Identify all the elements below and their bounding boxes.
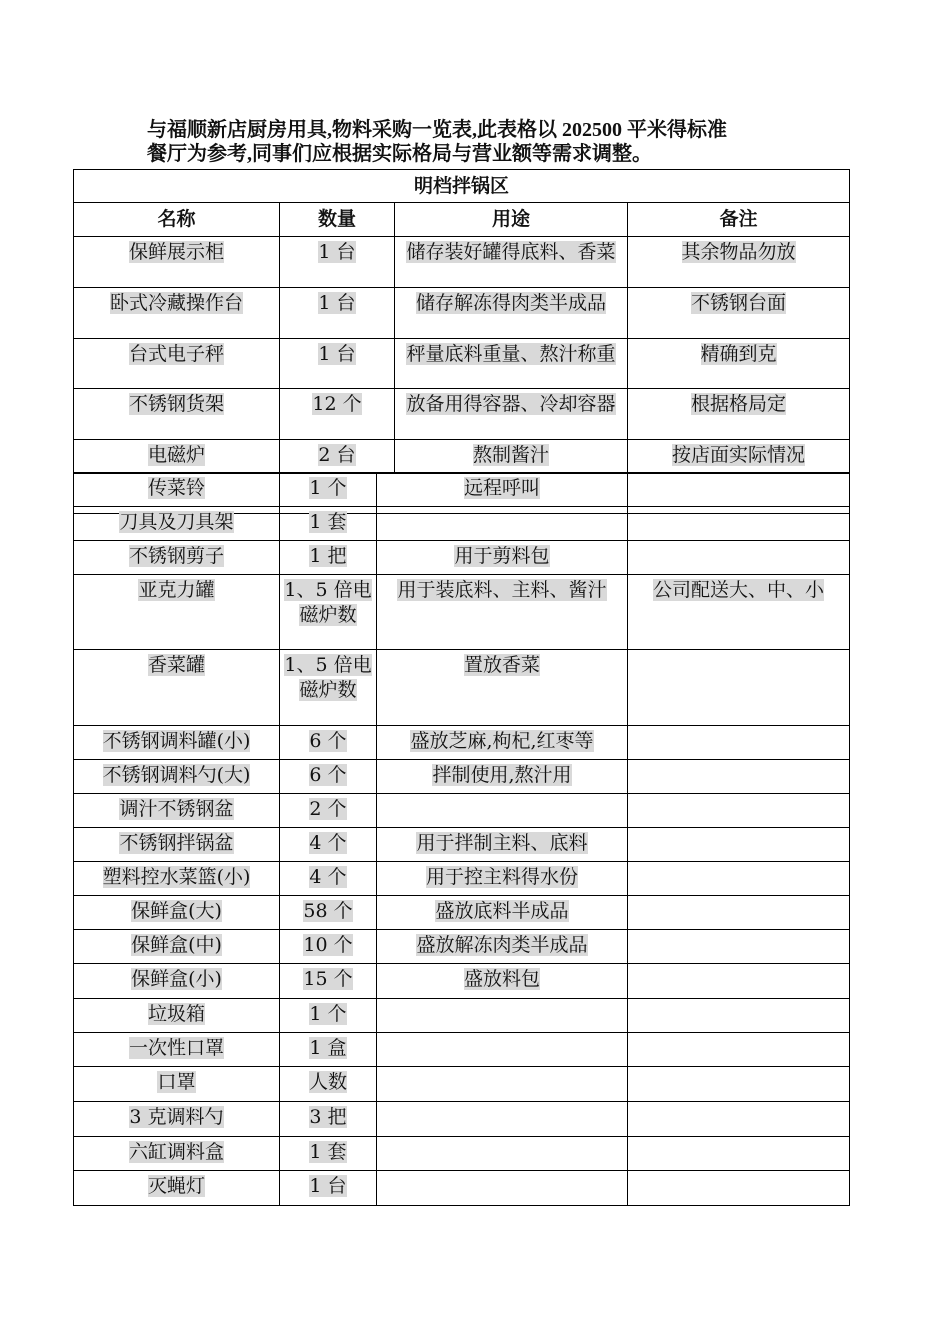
table-row <box>74 440 850 474</box>
cell-use <box>395 339 628 389</box>
cell-name-text: 不锈钢货架 <box>128 393 224 415</box>
cell-use-text: 远程呼叫 <box>463 477 540 499</box>
cell-note <box>628 237 850 288</box>
cell-qty-text: 12 个 <box>312 393 362 415</box>
table-top-body <box>74 237 850 474</box>
cell-use <box>377 930 628 964</box>
cell-name <box>74 896 280 930</box>
cell-qty-text: 1 把 <box>309 545 347 567</box>
section-title-row <box>74 170 850 203</box>
cell-use <box>395 237 628 288</box>
cell-qty <box>280 896 377 930</box>
cell-name <box>74 828 280 862</box>
cell-name <box>74 760 280 794</box>
cell-qty <box>280 541 377 575</box>
cell-qty <box>280 726 377 760</box>
cell-name-text: 口罩 <box>157 1071 196 1093</box>
cell-use <box>377 473 628 507</box>
section-title: 明档拌锅区 <box>74 170 850 203</box>
intro-line-1: 与福顺新店厨房用具,物料采购一览表,此表格以 202500 平米得标准 <box>147 119 727 141</box>
cell-name <box>74 440 280 474</box>
table-row <box>74 575 850 650</box>
cell-use <box>377 541 628 575</box>
cell-note <box>628 726 850 760</box>
cell-name-text: 不锈钢剪子 <box>128 545 224 567</box>
cell-use-text: 用于剪料包 <box>454 545 550 567</box>
cell-note <box>628 760 850 794</box>
cell-use <box>377 794 628 828</box>
cell-name-text: 刀具及刀具架 <box>119 511 234 533</box>
header-name: 名称 <box>74 203 280 237</box>
cell-use <box>377 1137 628 1171</box>
cell-name <box>74 930 280 964</box>
cell-use <box>377 760 628 794</box>
cell-note <box>628 575 850 650</box>
cell-qty-text: 1 套 <box>309 511 347 533</box>
cell-use-text: 储存装好罐得底料、香菜 <box>406 241 616 263</box>
cell-name-text: 卧式冷藏操作台 <box>109 292 243 314</box>
cell-name-text: 亚克力罐 <box>138 579 215 601</box>
table-row <box>74 999 850 1033</box>
cell-use-text: 熬制酱汁 <box>472 444 549 466</box>
cell-use <box>377 507 628 541</box>
cell-note-text: 公司配送大、中、小 <box>652 579 824 601</box>
cell-qty <box>280 339 395 389</box>
cell-note <box>628 1033 850 1067</box>
intro-paragraph <box>147 118 827 166</box>
cell-use <box>377 575 628 650</box>
table-row <box>74 1171 850 1206</box>
cell-name <box>74 288 280 339</box>
cell-qty-text: 1 台 <box>318 241 356 263</box>
table-row <box>74 964 850 999</box>
cell-note <box>628 896 850 930</box>
cell-use <box>377 1102 628 1137</box>
cell-name-text: 不锈钢调料勺(大) <box>102 764 251 786</box>
cell-use <box>395 288 628 339</box>
cell-name <box>74 1033 280 1067</box>
cell-name-text: 香菜罐 <box>147 654 205 676</box>
cell-name <box>74 575 280 650</box>
cell-qty-text: 2 台 <box>318 444 356 466</box>
cell-qty <box>280 1033 377 1067</box>
cell-qty-text: 1 盒 <box>309 1037 347 1059</box>
cell-qty-text: 58 个 <box>303 900 353 922</box>
header-row <box>74 203 850 237</box>
cell-note <box>628 473 850 507</box>
cell-note <box>628 507 850 541</box>
table-row <box>74 1033 850 1067</box>
cell-name-text: 台式电子秤 <box>128 343 224 365</box>
cell-qty-text: 1 台 <box>318 292 356 314</box>
cell-use <box>377 964 628 999</box>
cell-qty <box>280 828 377 862</box>
cell-note <box>628 650 850 726</box>
cell-use-text: 盛放底料半成品 <box>435 900 569 922</box>
cell-qty-text: 1 个 <box>309 477 347 499</box>
table-row <box>74 473 850 507</box>
cell-note <box>628 1171 850 1206</box>
cell-use-text: 拌制使用,熬汁用 <box>432 764 572 786</box>
cell-use <box>395 440 628 474</box>
cell-name <box>74 237 280 288</box>
table-row <box>74 288 850 339</box>
cell-note <box>628 930 850 964</box>
cell-qty <box>280 1102 377 1137</box>
table-row <box>74 507 850 541</box>
cell-use <box>377 1171 628 1206</box>
cell-note <box>628 828 850 862</box>
equipment-table-top <box>73 169 850 514</box>
cell-name-text: 保鲜盒(中) <box>131 934 222 956</box>
cell-note <box>628 1137 850 1171</box>
cell-use-text: 置放香菜 <box>463 654 540 676</box>
cell-note <box>628 339 850 389</box>
cell-qty <box>280 650 377 726</box>
cell-use-text: 储存解冻得肉类半成品 <box>415 292 606 314</box>
cell-qty-text: 15 个 <box>303 968 353 990</box>
cell-use-text: 盛放解冻肉类半成品 <box>416 934 588 956</box>
cell-name <box>74 726 280 760</box>
cell-name <box>74 999 280 1033</box>
cell-name-text: 保鲜盒(小) <box>131 968 222 990</box>
cell-qty-text: 2 个 <box>309 798 347 820</box>
cell-name <box>74 1171 280 1206</box>
cell-name-text: 塑料控水菜篮(小) <box>102 866 251 888</box>
cell-name-text: 不锈钢拌锅盆 <box>119 832 234 854</box>
cell-note <box>628 288 850 339</box>
cell-name-text: 保鲜展示柜 <box>128 241 224 263</box>
cell-name-text: 传菜铃 <box>147 477 205 499</box>
cell-qty <box>280 1067 377 1102</box>
cell-qty <box>280 964 377 999</box>
cell-qty <box>280 575 377 650</box>
cell-qty <box>280 862 377 896</box>
cell-name <box>74 1137 280 1171</box>
cell-use <box>377 1033 628 1067</box>
table-row <box>74 896 850 930</box>
cell-qty-text: 1 台 <box>309 1175 347 1197</box>
cell-name-text: 六缸调料盒 <box>128 1141 224 1163</box>
cell-qty-text: 1 个 <box>309 1003 347 1025</box>
cell-qty <box>280 237 395 288</box>
cell-name <box>74 964 280 999</box>
cell-qty-text: 1 台 <box>318 343 356 365</box>
table-row <box>74 339 850 389</box>
cell-qty-text: 6 个 <box>309 730 347 752</box>
cell-name-text: 一次性口罩 <box>128 1037 224 1059</box>
cell-note <box>628 389 850 440</box>
table-row <box>74 650 850 726</box>
header-note: 备注 <box>628 203 850 237</box>
cell-use <box>377 1067 628 1102</box>
cell-qty <box>280 507 377 541</box>
cell-qty-text: 10 个 <box>303 934 353 956</box>
cell-qty <box>280 440 395 474</box>
header-use: 用途 <box>395 203 628 237</box>
cell-note <box>628 1102 850 1137</box>
cell-qty <box>280 999 377 1033</box>
cell-note-text: 精确到克 <box>700 343 777 365</box>
cell-qty-text: 4 个 <box>309 866 347 888</box>
cell-use <box>377 650 628 726</box>
table-row <box>74 389 850 440</box>
cell-qty <box>280 473 377 507</box>
table-row <box>74 794 850 828</box>
cell-qty <box>280 389 395 440</box>
cell-note-text: 按店面实际情况 <box>672 444 806 466</box>
table-row <box>74 828 850 862</box>
cell-note <box>628 999 850 1033</box>
cell-use-text: 秤量底料重量、熬汁称重 <box>406 343 616 365</box>
cell-name-text: 垃圾箱 <box>147 1003 205 1025</box>
cell-qty-text: 3 把 <box>309 1106 347 1128</box>
cell-name-text: 保鲜盒(大) <box>131 900 222 922</box>
table-row <box>74 760 850 794</box>
cell-name-text: 3 克调料勺 <box>129 1106 224 1128</box>
cell-use <box>377 828 628 862</box>
cell-use-text: 用于装底料、主料、酱汁 <box>397 579 607 601</box>
table-row <box>74 726 850 760</box>
table-row <box>74 862 850 896</box>
cell-use <box>377 896 628 930</box>
cell-note <box>628 541 850 575</box>
cell-note-text: 根据格局定 <box>691 393 787 415</box>
cell-use-text: 放备用得容器、冷却容器 <box>406 393 616 415</box>
cell-note <box>628 1067 850 1102</box>
cell-qty-text: 1、5 倍电磁炉数 <box>284 654 372 701</box>
cell-qty <box>280 794 377 828</box>
table-bottom-body <box>74 473 850 1206</box>
cell-note-text: 不锈钢台面 <box>691 292 787 314</box>
cell-qty-text: 6 个 <box>309 764 347 786</box>
table-row <box>74 237 850 288</box>
cell-name <box>74 389 280 440</box>
cell-use <box>377 999 628 1033</box>
table-row <box>74 1137 850 1171</box>
cell-note-text: 其余物品勿放 <box>681 241 796 263</box>
cell-qty <box>280 288 395 339</box>
cell-name <box>74 862 280 896</box>
cell-qty-text: 人数 <box>308 1071 347 1093</box>
cell-name <box>74 1067 280 1102</box>
header-quantity: 数量 <box>280 203 395 237</box>
cell-note <box>628 862 850 896</box>
cell-name <box>74 507 280 541</box>
cell-name <box>74 1102 280 1137</box>
cell-name <box>74 650 280 726</box>
cell-use <box>377 862 628 896</box>
cell-qty-text: 4 个 <box>309 832 347 854</box>
cell-note <box>628 964 850 999</box>
intro-line-2: 餐厅为参考,同事们应根据实际格局与营业额等需求调整。 <box>147 143 652 165</box>
table-row <box>74 1102 850 1137</box>
cell-use-text: 盛放料包 <box>463 968 540 990</box>
cell-name <box>74 541 280 575</box>
cell-name-text: 电磁炉 <box>147 444 205 466</box>
cell-name-text: 调汁不锈钢盆 <box>119 798 234 820</box>
cell-name <box>74 339 280 389</box>
cell-use <box>395 389 628 440</box>
cell-use-text: 盛放芝麻,枸杞,红枣等 <box>410 730 594 752</box>
cell-name-text: 灭蝇灯 <box>147 1175 205 1197</box>
cell-name <box>74 794 280 828</box>
cell-name-text: 不锈钢调料罐(小) <box>102 730 251 752</box>
cell-qty <box>280 930 377 964</box>
cell-qty <box>280 760 377 794</box>
table-row <box>74 1067 850 1102</box>
cell-qty <box>280 1171 377 1206</box>
equipment-table-bottom <box>73 472 850 1206</box>
cell-name <box>74 473 280 507</box>
cell-note <box>628 794 850 828</box>
cell-qty-text: 1、5 倍电磁炉数 <box>284 579 372 626</box>
table-row <box>74 541 850 575</box>
cell-use <box>377 726 628 760</box>
cell-use-text: 用于控主料得水份 <box>425 866 578 888</box>
cell-use-text: 用于拌制主料、底料 <box>416 832 588 854</box>
table-row <box>74 930 850 964</box>
cell-qty-text: 1 套 <box>309 1141 347 1163</box>
cell-note <box>628 440 850 474</box>
cell-qty <box>280 1137 377 1171</box>
